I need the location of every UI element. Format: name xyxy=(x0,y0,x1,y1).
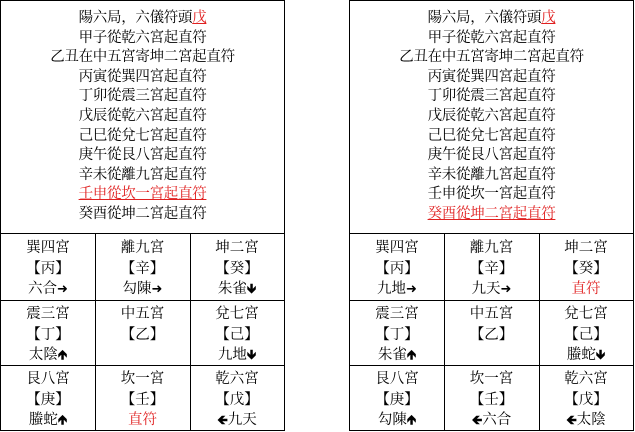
header-line xyxy=(1,9,284,29)
stem-label: 【乙】 xyxy=(120,326,165,343)
header-line-text: 戊辰從乾六宮起直符 xyxy=(427,107,556,124)
right-header-text xyxy=(350,1,633,234)
direction-arrow-icon: 🡸 xyxy=(566,413,577,428)
header-line xyxy=(1,68,284,88)
palace-cell xyxy=(350,300,444,365)
header-highlight-text: 戊 xyxy=(192,10,207,26)
stem-label: 【己】 xyxy=(215,326,259,343)
header-line-text: 壬申從坎一宮起直符 xyxy=(427,186,556,203)
palace-name: 中五宮 xyxy=(469,306,514,322)
palace-name: 兌七宮 xyxy=(215,306,259,322)
stem-label: 【丙】 xyxy=(26,260,70,277)
header-line-text: 甲子從乾六宮起直符 xyxy=(427,29,556,46)
palace-cell xyxy=(95,365,190,431)
palace-name: 中五宮 xyxy=(120,306,165,322)
palace-cell xyxy=(350,234,444,300)
direction-arrow-icon: ➜ xyxy=(57,282,68,297)
spirit-label: 勾陳 xyxy=(122,281,152,297)
stem-label: 【壬】 xyxy=(469,391,514,408)
header-line xyxy=(350,87,633,107)
stem-label: 【戊】 xyxy=(215,391,259,408)
header-line-text: 戊辰從乾六宮起直符 xyxy=(78,107,207,124)
palace-cell xyxy=(539,234,633,300)
direction-arrow-icon: 🡻 xyxy=(246,282,257,297)
palace-cell xyxy=(350,365,444,431)
header-line xyxy=(350,29,633,49)
left-palace-grid xyxy=(1,234,284,431)
header-line xyxy=(1,87,284,107)
header-line-text: 己巳從兌七宮起直符 xyxy=(78,127,207,144)
spirit-label: 螣蛇 xyxy=(28,412,58,428)
direction-arrow-icon: 🡻 xyxy=(595,348,606,363)
header-line-text: 乙丑在中五宮寄坤二宮起直符 xyxy=(399,49,584,66)
header-line xyxy=(350,9,633,29)
header-line-text: 己巳從兌七宮起直符 xyxy=(427,127,556,144)
stem-label: 【庚】 xyxy=(375,391,419,408)
stem-label: 【癸】 xyxy=(564,260,608,277)
palace-name: 兌七宮 xyxy=(564,306,608,322)
palace-cell xyxy=(1,234,95,300)
header-line xyxy=(1,127,284,147)
header-line xyxy=(1,166,284,186)
palace-cell xyxy=(190,234,284,300)
header-line-text: 陽六局，六儀符頭 xyxy=(78,10,193,26)
header-line xyxy=(350,146,633,166)
header-line-text: 丁卯從震三宮起直符 xyxy=(427,88,556,105)
header-line-text: 庚午從艮八宮起直符 xyxy=(427,147,556,164)
spirit-label: 朱雀 xyxy=(217,281,247,297)
palace-name: 巽四宮 xyxy=(26,240,70,256)
spirit-label: 太陰 xyxy=(576,412,606,428)
header-highlight-text: 戊 xyxy=(541,10,556,26)
header-line xyxy=(1,107,284,127)
header-line-text: 陽六局，六儀符頭 xyxy=(427,10,542,26)
header-line xyxy=(350,205,633,225)
palace-cell xyxy=(444,234,539,300)
spirit-label: 九地 xyxy=(377,281,407,297)
direction-arrow-icon: ➜ xyxy=(151,282,163,297)
header-line xyxy=(1,146,284,166)
right-palace-grid xyxy=(350,234,633,431)
header-line-text: 乙丑在中五宮寄坤二宮起直符 xyxy=(50,49,235,66)
right-diagram-panel xyxy=(349,0,634,431)
palace-cell xyxy=(444,365,539,431)
stem-label: 【庚】 xyxy=(26,391,70,408)
palace-name: 巽四宮 xyxy=(375,240,419,256)
header-line xyxy=(1,29,284,49)
header-line-text: 丙寅從巽四宮起直符 xyxy=(427,68,556,85)
header-line xyxy=(1,205,284,225)
palace-name: 坤二宮 xyxy=(215,240,259,256)
header-line xyxy=(350,48,633,68)
spirit-label: 六合 xyxy=(28,281,58,297)
direction-arrow-icon: 🡸 xyxy=(471,413,483,428)
palace-name: 乾六宮 xyxy=(215,371,259,387)
header-line xyxy=(350,127,633,147)
header-line xyxy=(350,185,633,205)
palace-cell xyxy=(95,300,190,365)
spirit-label: 六合 xyxy=(482,412,512,428)
palace-cell xyxy=(444,300,539,365)
header-line-text: 甲子從乾六宮起直符 xyxy=(78,29,207,46)
stem-label: 【丁】 xyxy=(26,326,70,343)
spirit-label: 太陰 xyxy=(28,347,58,363)
spirit-label: 螣蛇 xyxy=(566,347,596,363)
stem-label: 【己】 xyxy=(564,326,608,343)
header-line xyxy=(350,166,633,186)
header-line xyxy=(350,68,633,88)
direction-arrow-icon: 🡹 xyxy=(57,413,68,428)
palace-name: 離九宮 xyxy=(469,240,514,256)
spirit-label: 直符 xyxy=(128,412,157,428)
palace-name: 坎一宮 xyxy=(469,371,514,387)
header-highlight-text: 癸酉從坤二宮起直符 xyxy=(427,205,556,222)
palace-name: 乾六宮 xyxy=(564,371,608,387)
direction-arrow-icon: 🡹 xyxy=(406,348,417,363)
palace-name: 離九宮 xyxy=(120,240,165,256)
header-line-text: 丙寅從巽四宮起直符 xyxy=(78,68,207,85)
direction-arrow-icon: ➜ xyxy=(500,282,512,297)
stem-label: 【戊】 xyxy=(564,391,608,408)
palace-name: 震三宮 xyxy=(375,306,419,322)
stem-label: 【癸】 xyxy=(215,260,259,277)
direction-arrow-icon: 🡹 xyxy=(406,413,417,428)
stem-label: 【丁】 xyxy=(375,326,419,343)
left-diagram-panel xyxy=(0,0,285,431)
stem-label: 【乙】 xyxy=(469,326,514,343)
spirit-label: 九天 xyxy=(227,412,257,428)
palace-cell xyxy=(190,365,284,431)
header-line-text: 辛未從離九宮起直符 xyxy=(427,166,556,183)
palace-name: 艮八宮 xyxy=(375,371,419,387)
header-line-text: 癸酉從坤二宮起直符 xyxy=(78,205,207,222)
palace-cell xyxy=(1,300,95,365)
header-line-text: 庚午從艮八宮起直符 xyxy=(78,147,207,164)
spirit-label: 九地 xyxy=(217,347,247,363)
palace-name: 坎一宮 xyxy=(120,371,165,387)
direction-arrow-icon: ➜ xyxy=(406,282,417,297)
spirit-label: 九天 xyxy=(471,281,501,297)
palace-cell xyxy=(1,365,95,431)
palace-name: 坤二宮 xyxy=(564,240,608,256)
palace-name: 艮八宮 xyxy=(26,371,70,387)
header-line xyxy=(1,48,284,68)
direction-arrow-icon: 🡹 xyxy=(57,348,68,363)
palace-cell xyxy=(95,234,190,300)
stem-label: 【辛】 xyxy=(469,260,514,277)
header-line-text: 丁卯從震三宮起直符 xyxy=(78,88,207,105)
stem-label: 【辛】 xyxy=(120,260,165,277)
stem-label: 【丙】 xyxy=(375,260,419,277)
spirit-label: 勾陳 xyxy=(377,412,407,428)
palace-cell xyxy=(539,300,633,365)
stem-label: 【壬】 xyxy=(120,391,165,408)
direction-arrow-icon: 🡻 xyxy=(246,348,257,363)
header-line xyxy=(350,107,633,127)
palace-name: 震三宮 xyxy=(26,306,70,322)
spirit-label: 直符 xyxy=(571,281,601,297)
header-line-text: 辛未從離九宮起直符 xyxy=(78,166,207,183)
left-header-text xyxy=(1,1,284,234)
header-line xyxy=(1,185,284,205)
palace-cell xyxy=(190,300,284,365)
spirit-label: 朱雀 xyxy=(377,347,407,363)
direction-arrow-icon: 🡸 xyxy=(217,413,228,428)
palace-cell xyxy=(539,365,633,431)
header-highlight-text: 壬申從坎一宮起直符 xyxy=(78,186,207,203)
